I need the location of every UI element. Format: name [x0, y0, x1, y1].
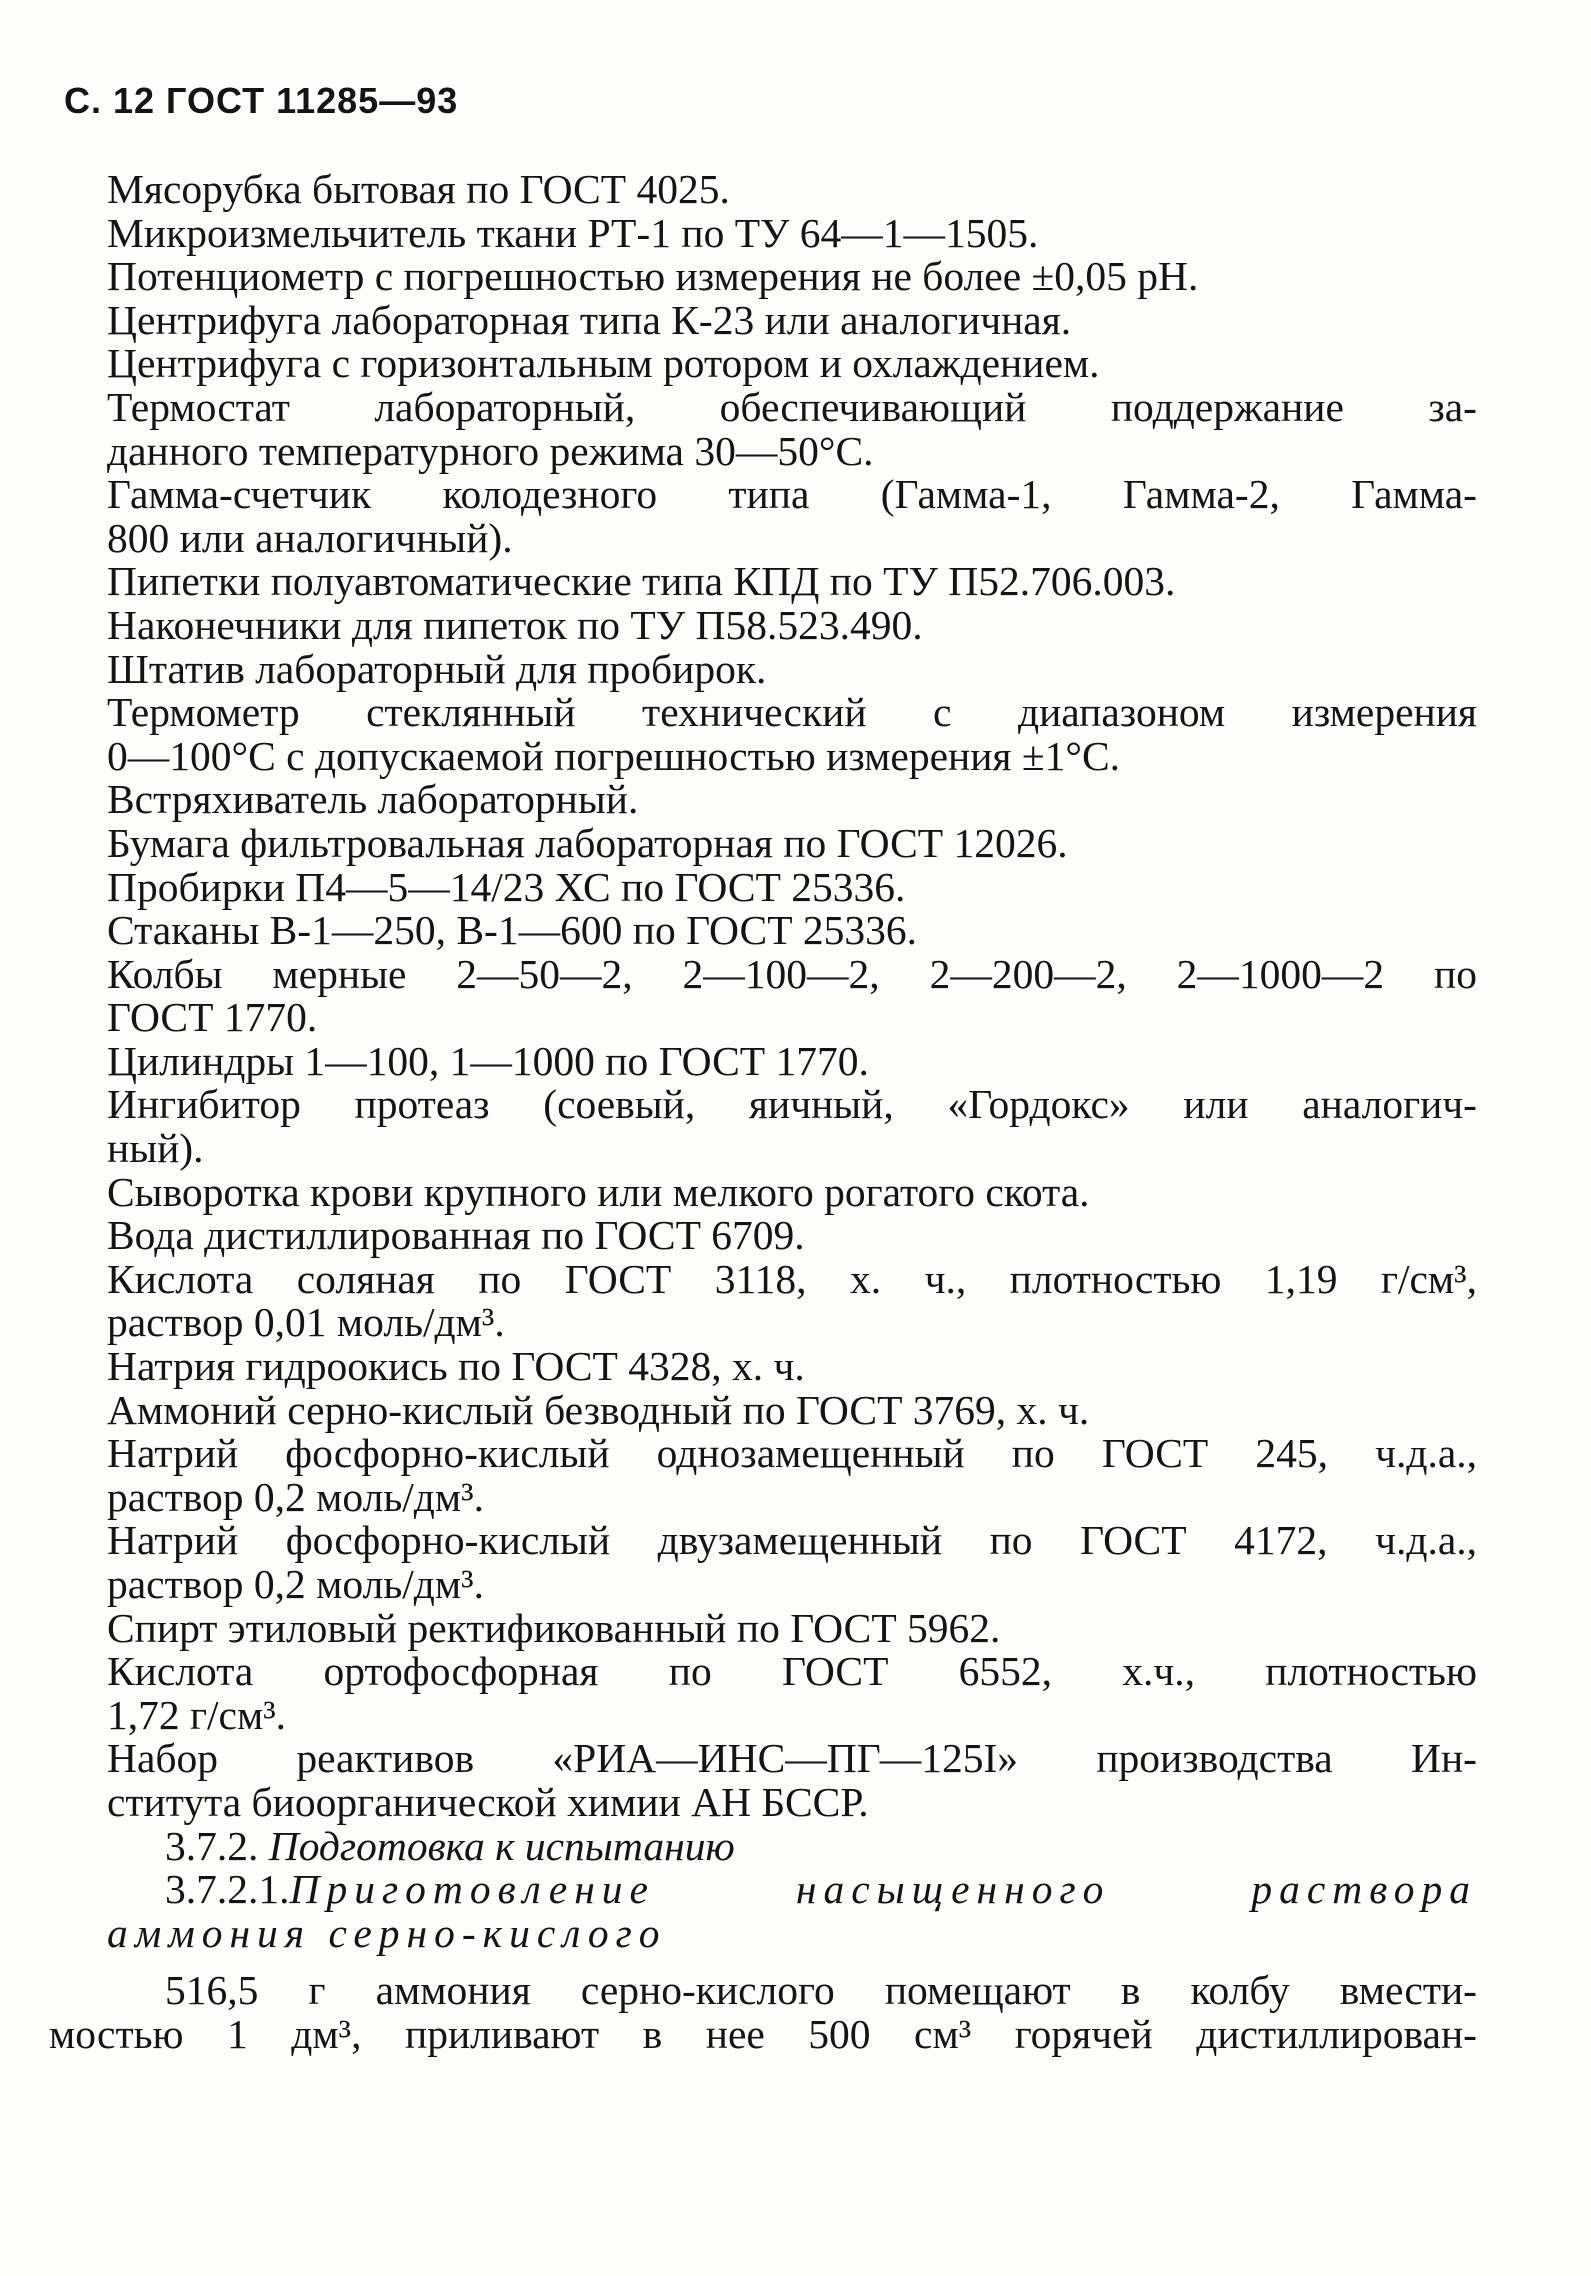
list-item-line: Вода дистиллированная по ГОСТ 6709.: [107, 1212, 805, 1259]
subsection-number: 3.7.2.1.: [165, 1866, 290, 1913]
list-item: [107, 1519, 1477, 1606]
list-item-line: Центрифуга лабораторная типа К-23 или аналогичная.: [107, 296, 1072, 343]
equipment-list: [107, 168, 1477, 1825]
list-item-line: Колбы мерные 2—50—2, 2—100—2, 2—200—2, 2—1000—2 по: [107, 950, 1477, 997]
final-paragraph-line: мостью 1 дм³, приливают в нее 500 см³ горячей дистиллирован-: [49, 2010, 1477, 2057]
list-item: [107, 473, 1477, 560]
list-item: [107, 601, 1477, 648]
subsection-title-line-2: аммония серно-кислого: [107, 1909, 667, 1956]
list-item: [107, 342, 1477, 386]
subsection-title-line-1: Приготовление насыщенного раствора: [289, 1866, 1477, 1913]
list-item: [107, 819, 1477, 866]
list-item-line: Штатив лабораторный для пробирок.: [107, 645, 767, 692]
list-item: [107, 778, 1477, 822]
list-item: [107, 296, 1477, 343]
list-item: [107, 1083, 1477, 1170]
list-item-line: Мясорубка бытовая по ГОСТ 4025.: [107, 166, 730, 212]
list-item: [107, 950, 1477, 1041]
list-item-line: Цилиндры 1—100, 1—1000 по ГОСТ 1770.: [107, 1037, 869, 1084]
list-item-line: Кислота ортофосфорная по ГОСТ 6552, х.ч., плотностью: [107, 1648, 1477, 1695]
section-heading: [107, 1822, 1477, 1869]
list-item-line: раствор 0,2 моль/дм³.: [107, 1473, 484, 1520]
page-header: С. 12 ГОСТ 11285—93: [64, 80, 459, 121]
list-item: [107, 1737, 1477, 1824]
list-item-line: Потенциометр с погрешностью измерения не более ±0,05 рН.: [107, 253, 1199, 300]
final-paragraph-line: 516,5 г аммония серно-кислого помещают в колбу вмести-: [165, 1967, 1477, 2014]
list-item-line: Спирт этиловый ректификованный по ГОСТ 5962.: [107, 1604, 1001, 1651]
list-item-line: ГОСТ 1770.: [107, 994, 318, 1041]
list-item-line: раствор 0,2 моль/дм³.: [107, 1561, 484, 1607]
list-item: [107, 645, 1477, 692]
list-item-line: Микроизмельчитель ткани РТ-1 по ТУ 64—1—1505.: [107, 209, 1039, 256]
list-item-line: Натрия гидроокись по ГОСТ 4328, х. ч.: [107, 1343, 805, 1390]
list-item-line: ный).: [107, 1125, 204, 1172]
list-item: [107, 1214, 1477, 1258]
list-item-line: Сыворотка крови крупного или мелкого рогатого скота.: [107, 1168, 1090, 1215]
list-item: [107, 560, 1477, 604]
list-item: [107, 909, 1477, 953]
list-item-line: ститута биоорганической химии АН БССР.: [107, 1778, 869, 1825]
list-item-line: Наконечники для пипеток по ТУ П58.523.490.: [107, 601, 923, 648]
list-item: [107, 691, 1477, 778]
list-item-line: Центрифуга с горизонтальным ротором и охлаждением.: [107, 340, 1100, 387]
list-item-line: Ингибитор протеаз (соевый, яичный, «Гордокс» или аналогич-: [107, 1081, 1477, 1128]
list-item: [107, 863, 1477, 910]
list-item-line: 1,72 г/см³.: [107, 1691, 287, 1738]
list-item: [107, 1432, 1477, 1519]
list-item: [107, 1604, 1477, 1651]
list-item: [107, 1037, 1477, 1084]
list-item-line: данного температурного режима 30—50°С.: [107, 427, 874, 474]
list-item: [107, 1255, 1477, 1346]
list-item-line: Стаканы В-1—250, В-1—600 по ГОСТ 25336.: [107, 907, 918, 954]
list-item-line: Набор реактивов «РИА—ИНС—ПГ—125I» производства Ин-: [107, 1735, 1477, 1782]
subsection-heading: [107, 1868, 1477, 1955]
subsection-heading-line-1: [107, 1868, 1477, 1912]
list-item: [107, 1386, 1477, 1433]
list-item-line: Кислота соляная по ГОСТ 3118, х. ч., плотностью 1,19 г/см³,: [107, 1255, 1477, 1302]
list-item-line: 800 или аналогичный).: [107, 514, 513, 561]
list-item-line: Встряхиватель лабораторный.: [107, 776, 639, 823]
list-item: [107, 168, 1477, 212]
document-body: [49, 166, 1477, 2057]
list-item: [107, 209, 1477, 256]
list-item-line: раствор 0,01 моль/дм³.: [107, 1299, 505, 1346]
list-item: [107, 255, 1477, 299]
list-item-line: Термостат лабораторный, обеспечивающий поддержание за-: [107, 383, 1477, 430]
list-item-line: Натрий фосфорно-кислый однозамещенный по ГОСТ 245, ч.д.а.,: [107, 1430, 1477, 1477]
list-item-line: Аммоний серно-кислый безводный по ГОСТ 3769, х. ч.: [107, 1386, 1090, 1433]
section-number: 3.7.2.: [165, 1822, 259, 1869]
list-item-line: Пробирки П4—5—14/23 ХС по ГОСТ 25336.: [107, 863, 906, 910]
list-item-line: Натрий фосфорно-кислый двузамещенный по ГОСТ 4172, ч.д.а.,: [107, 1517, 1477, 1564]
section-title: Подготовка к испытанию: [268, 1822, 735, 1869]
list-item: [107, 1168, 1477, 1215]
list-item-line: Гамма-счетчик колодезного типа (Гамма-1, Гамма-2, Гамма-: [107, 471, 1477, 518]
list-item: [107, 383, 1477, 474]
final-paragraph: [49, 1967, 1477, 2057]
list-item-line: Термометр стеклянный технический с диапазоном измерения: [107, 689, 1477, 736]
list-item-line: Пипетки полуавтоматические типа КПД по ТУ П52.706.003.: [107, 558, 1176, 605]
list-item: [107, 1650, 1477, 1737]
list-item: [107, 1345, 1477, 1389]
list-item-line: Бумага фильтровальная лабораторная по ГОСТ 12026.: [107, 819, 1068, 866]
list-item-line: 0—100°С с допускаемой погрешностью измерения ±1°С.: [107, 732, 1121, 779]
